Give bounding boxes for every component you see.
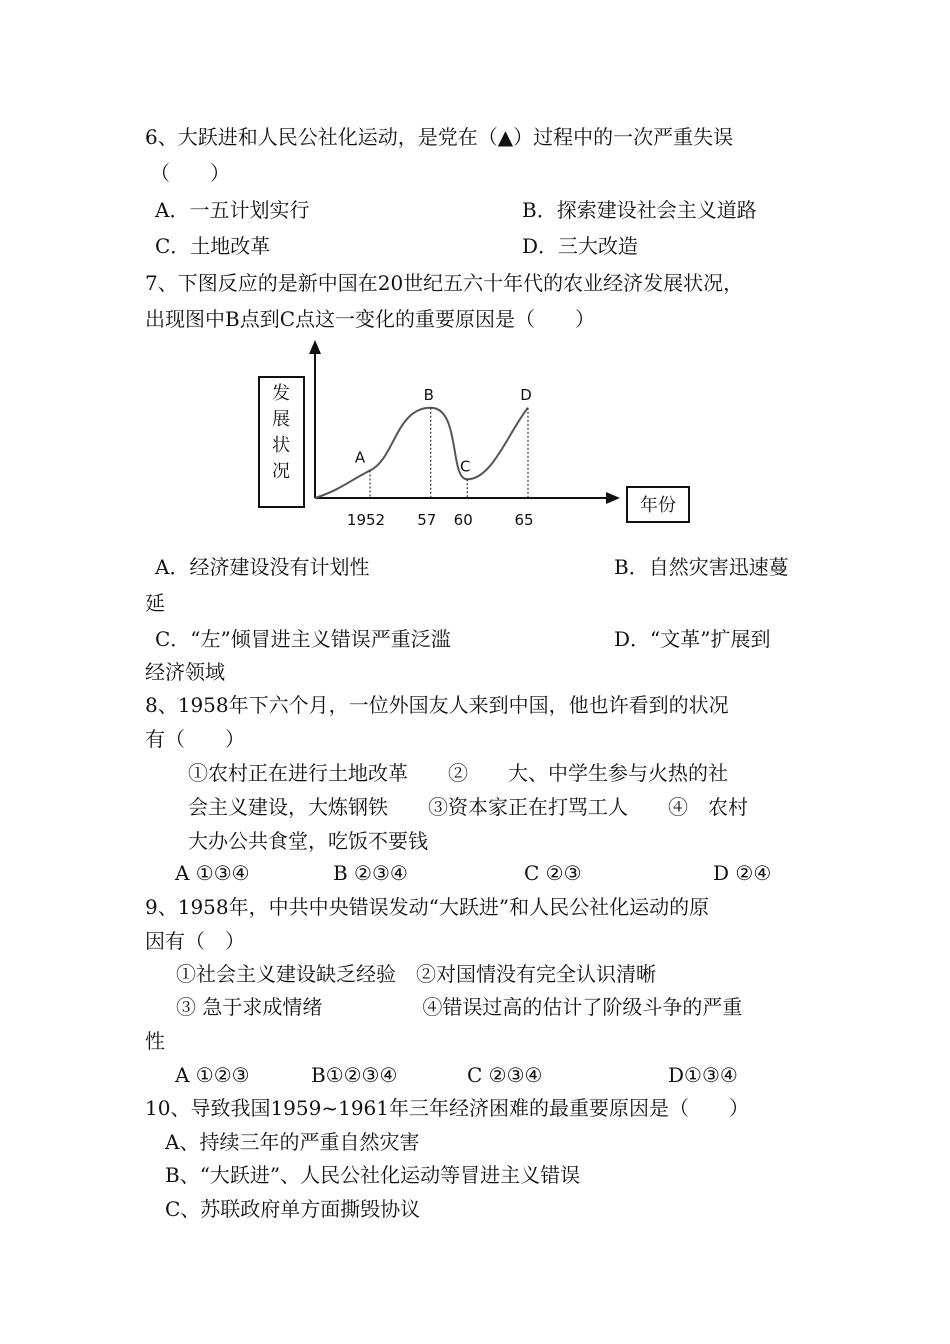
q8-stem-line2: 有（ ）: [145, 727, 245, 751]
y-axis-label-char: 况: [272, 461, 290, 482]
point-label-a: A: [354, 448, 366, 467]
x-tick-65: 65: [514, 511, 534, 529]
q9-item-line1: ①社会主义建设缺乏经验 ②对国情没有完全认识清晰: [176, 962, 656, 986]
q8-item-line1: ①农村正在进行土地改革 ② 大、中学生参与火热的社: [188, 761, 728, 785]
y-axis-arrow: [309, 340, 321, 354]
series-line: [315, 408, 528, 498]
q7-option-a: A．经济建设没有计划性: [155, 555, 370, 579]
q6-answer-bracket: （ ）: [150, 161, 230, 185]
q8-item-line2: 会主义建设，大炼钢铁 ③资本家正在打骂工人 ④ 农村: [188, 795, 748, 819]
q6-option-b: B．探索建设社会主义道路: [522, 198, 757, 222]
q7-option-b-continued: 延: [145, 591, 165, 615]
development-chart: [250, 338, 700, 533]
y-axis-label-char: 发: [272, 383, 290, 404]
y-axis-label-char: 状: [272, 435, 290, 456]
point-label-b: B: [423, 385, 434, 404]
q8-option-a: A ①③④: [175, 861, 250, 885]
q7-stem-line2: 出现图中B点到C点这一变化的重要原因是（ ）: [145, 307, 595, 331]
x-tick-57: 57: [417, 511, 437, 529]
y-axis-label: [272, 383, 290, 482]
q8-option-b: B ②③④: [333, 861, 408, 885]
q7-option-d: D．“文革”扩展到: [614, 627, 771, 651]
q6-option-d: D．三大改造: [522, 234, 639, 258]
q9-item-line3: 性: [145, 1029, 165, 1053]
q8-option-c: C ②③: [524, 861, 582, 885]
q9-option-d: D①③④: [668, 1063, 738, 1087]
x-axis-label: 年份: [640, 495, 676, 516]
y-axis-label-char: 展: [272, 409, 290, 430]
q7-option-b: B．自然灾害迅速蔓: [614, 555, 789, 579]
q7-stem-line1: 7、下图反应的是新中国在20世纪五六十年代的农业经济发展状况，: [145, 271, 744, 295]
q10-option-b: B、“大跃进”、人民公社化运动等冒进主义错误: [165, 1163, 581, 1187]
q7-option-d-continued: 经济领域: [145, 660, 225, 684]
x-tick-60: 60: [453, 511, 473, 529]
q10-option-c: C、苏联政府单方面撕毁协议: [165, 1197, 421, 1221]
q8-option-d: D ②④: [713, 861, 772, 885]
x-axis-arrow: [606, 492, 620, 504]
chart-marks: [347, 386, 534, 529]
q9-option-c: C ②③④: [467, 1063, 543, 1087]
point-label-c: C: [459, 457, 471, 476]
q7-option-c: C．“左”倾冒进主义错误严重泛滥: [155, 627, 451, 651]
q8-item-line3: 大办公共食堂，吃饭不要钱: [188, 829, 428, 853]
q6-stem: 6、大跃进和人民公社化运动，是党在（▲）过程中的一次严重失误: [145, 125, 734, 149]
q9-item-line2: ③ 急于求成情绪 ④错误过高的估计了阶级斗争的严重: [176, 995, 743, 1019]
q6-option-a: A．一五计划实行: [155, 198, 310, 222]
q10-option-a: A、持续三年的严重自然灾害: [165, 1130, 420, 1154]
q9-option-a: A ①②③: [175, 1063, 250, 1087]
point-label-d: D: [520, 385, 532, 404]
x-tick-1952: 1952: [346, 511, 386, 529]
q10-stem: 10、导致我国1959~1961年三年经济困难的最重要原因是（ ）: [145, 1096, 750, 1120]
q6-option-c: C．土地改革: [155, 234, 271, 258]
q9-option-b: B①②③④: [311, 1063, 398, 1087]
q9-stem-line1: 9、1958年，中共中央错误发动“大跃进”和人民公社化运动的原: [145, 895, 710, 919]
q8-stem-line1: 8、1958年下六个月，一位外国友人来到中国，他也许看到的状况: [145, 693, 729, 717]
q9-stem-line2: 因有（ ）: [145, 929, 245, 953]
